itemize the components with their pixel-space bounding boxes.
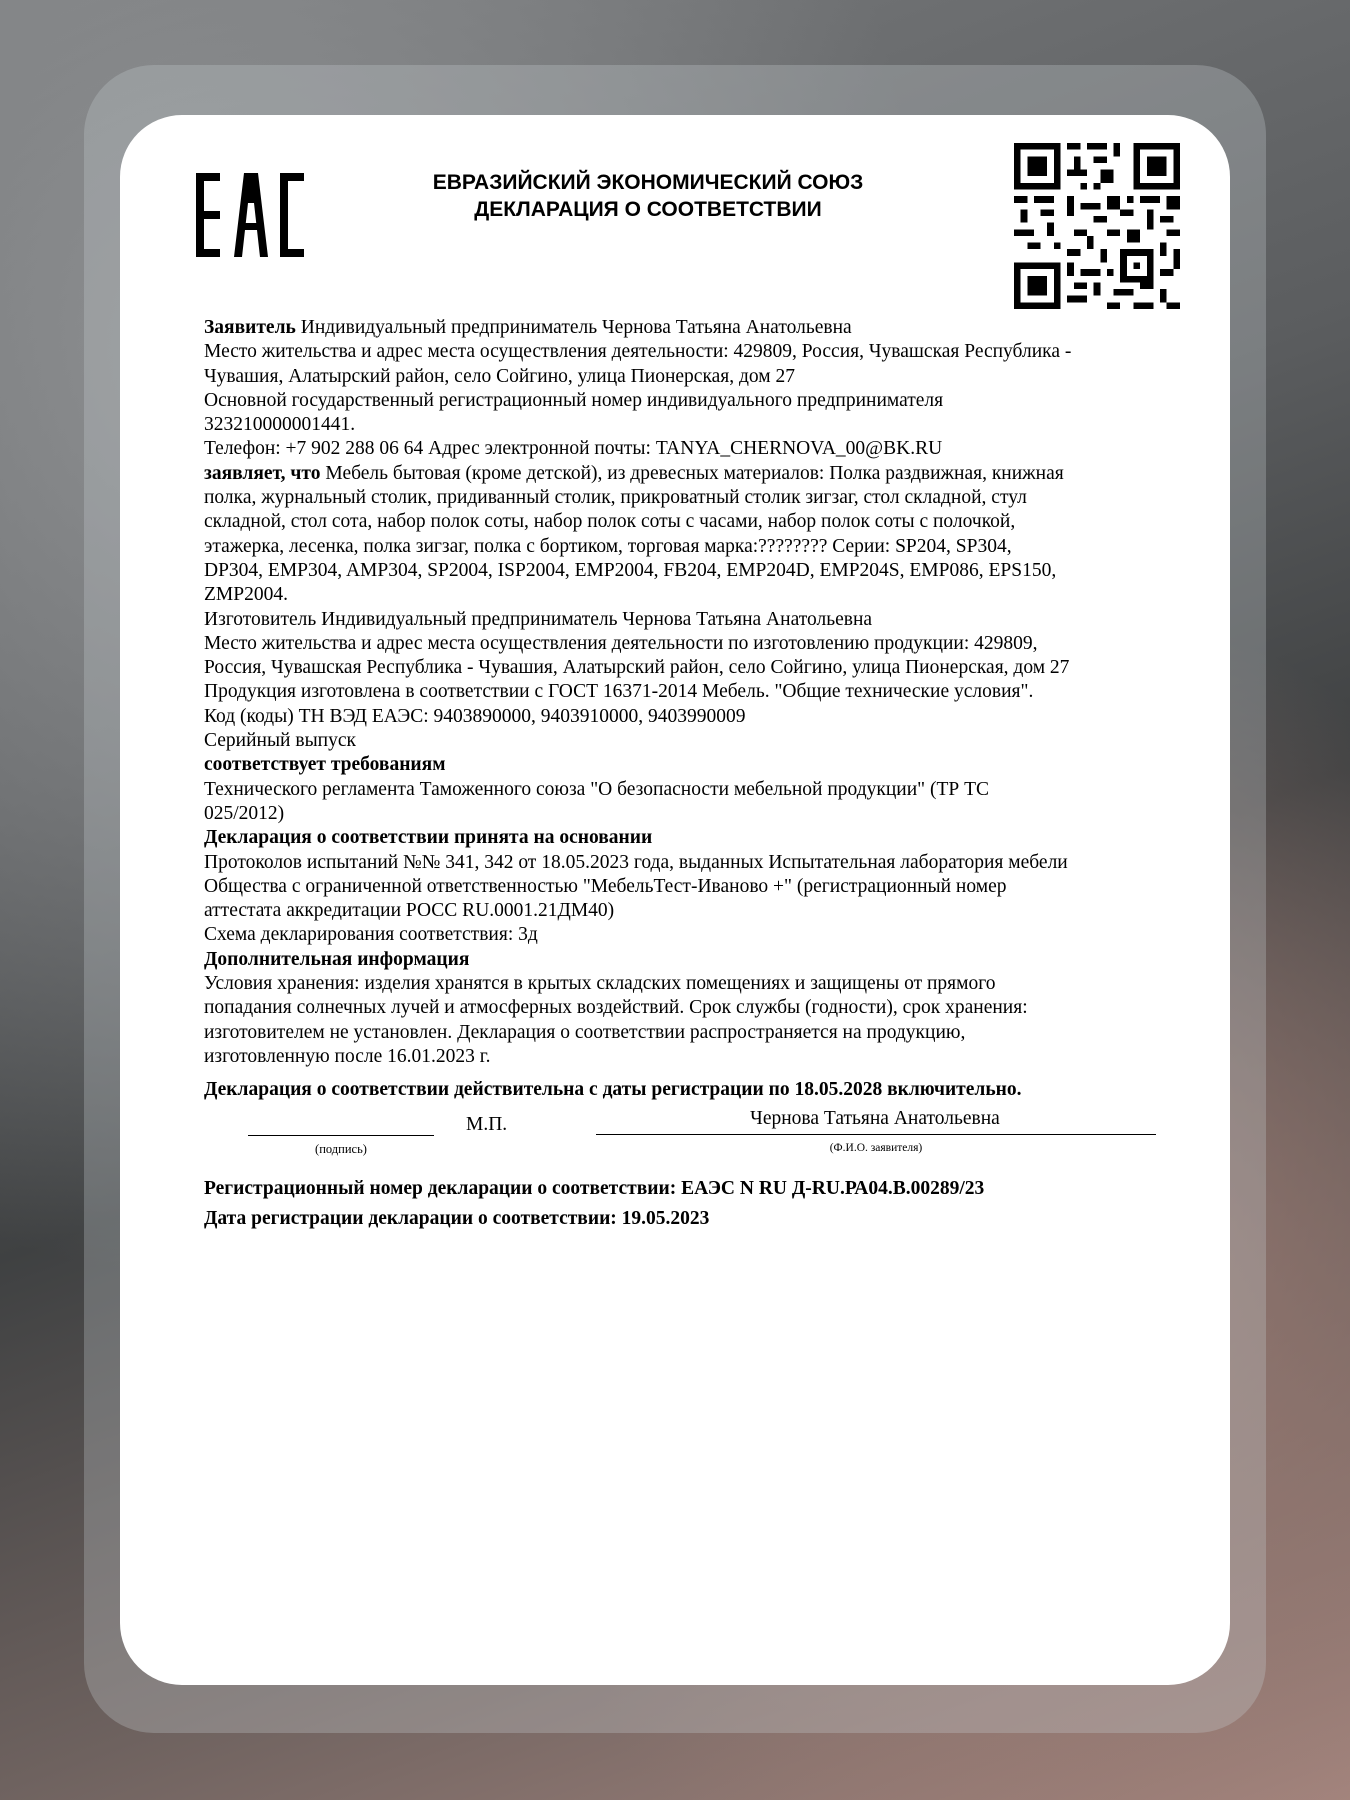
- product-line-1: [204, 462, 1270, 486]
- product-line-3: складной, стол сота, набор полок соты, набор полок соты с часами, набор полок соты с полочкой,: [204, 511, 1016, 533]
- declaration-body: [204, 316, 1270, 1231]
- requirements-heading: соответствует требованиям: [204, 754, 446, 776]
- batch-type: Серийный выпуск: [204, 730, 356, 752]
- additional-line-2: попадания солнечных лучей и атмосферных воздействий. Срок службы (годности), срок хранения:: [204, 997, 1028, 1019]
- manufacturer-line-2: Место жительства и адрес места осуществления деятельности по изготовлению продукции: 429809,: [204, 632, 1038, 654]
- additional-heading: Дополнительная информация: [204, 948, 470, 970]
- applicant-contacts: Телефон: +7 902 288 06 64 Адрес электронной почты: TANYA_CHERNOVA_00@BK.RU: [204, 438, 943, 460]
- declaration-document: [120, 115, 1230, 1685]
- registration-number: Регистрационный номер декларации о соответствии: ЕАЭС N RU Д-RU.РА04.В.00289/23: [204, 1177, 985, 1199]
- ogrn-number: 323210000001441.: [204, 414, 356, 436]
- additional-line-3: изготовителем не установлен. Декларация о соответствии распространяется на продукцию,: [204, 1021, 966, 1043]
- basis-heading: Декларация о соответствии принята на основании: [204, 827, 653, 849]
- name-line: [596, 1134, 1156, 1135]
- qr-code-icon: [1014, 143, 1180, 309]
- document-title: [370, 169, 926, 223]
- signature-block: [204, 1103, 1270, 1155]
- declaration-scheme: Схема декларирования соответствия: 3д: [204, 924, 538, 946]
- product-line-5: DP304, EMP304, AMP304, SP2004, ISP2004, EMP2004, FB204, EMP204D, EMP204S, EMP086, EPS150,: [204, 559, 1057, 581]
- tn-ved-codes: Код (коды) ТН ВЭД ЕАЭС: 9403890000, 9403910000, 9403990009: [204, 705, 746, 727]
- product-standard: Продукция изготовлена в соответствии с ГОСТ 16371-2014 Мебель. "Общие технические условия".: [204, 681, 1034, 703]
- basis-line-3: аттестата аккредитации РОСС RU.0001.21ДМ40): [204, 900, 615, 922]
- requirements-line-2: 025/2012): [204, 802, 285, 824]
- validity-statement: Декларация о соответствии действительна с даты регистрации по 18.05.2028 включительно.: [204, 1079, 1022, 1101]
- additional-line-1: Условия хранения: изделия хранятся в крытых складских помещениях и защищены от прямого: [204, 973, 996, 995]
- basis-line-2: Общества с ограниченной ответственностью "МебельТест-Иваново +" (регистрационный номер: [204, 875, 1007, 897]
- manufacturer-line-3: Россия, Чувашская Республика - Чувашия, Алатырский район, село Сойгино, улица Пионерская, дом 27: [204, 657, 1070, 679]
- title-declaration: ДЕКЛАРАЦИЯ О СООТВЕТСТВИИ: [474, 198, 822, 221]
- signature-caption: (подпись): [315, 1141, 367, 1156]
- product-text-1: Мебель бытовая (кроме детской), из древесных материалов: Полка раздвижная, книжная: [325, 462, 1064, 484]
- applicant-address-2: Чувашия, Алатырский район, село Сойгино, улица Пионерская, дом 27: [204, 365, 796, 387]
- applicant-label: Заявитель: [204, 317, 296, 338]
- additional-line-4: изготовленную после 16.01.2023 г.: [204, 1045, 491, 1067]
- ogrn-label: Основной государственный регистрационный номер индивидуального предпринимателя: [204, 389, 944, 411]
- eac-logo: [196, 169, 304, 261]
- product-line-6: ZMP2004.: [204, 584, 288, 606]
- name-caption: (Ф.И.О. заявителя): [829, 1141, 923, 1154]
- title-union: ЕВРАЗИЙСКИЙ ЭКОНОМИЧЕСКИЙ СОЮЗ: [432, 171, 864, 194]
- declares-label: заявляет, что: [204, 462, 321, 484]
- stamp-placeholder: М.П.: [466, 1113, 508, 1135]
- applicant-line: [204, 316, 1270, 340]
- manufacturer-line-1: Изготовитель Индивидуальный предприниматель Чернова Татьяна Анатольевна: [204, 608, 873, 630]
- registration-date: Дата регистрации декларации о соответствии: 19.05.2023: [204, 1207, 710, 1229]
- signature-line: [248, 1135, 434, 1136]
- product-line-2: полка, журнальный столик, придиванный столик, прикроватный столик зигзаг, стол складной, стул: [204, 487, 1027, 509]
- applicant-signature-name: Чернова Татьяна Анатольевна: [750, 1107, 1000, 1129]
- basis-line-1: Протоколов испытаний №№ 341, 342 от 18.05.2023 года, выданных Испытательная лаборатория мебели: [204, 851, 1068, 873]
- applicant-name: Индивидуальный предприниматель Чернова Татьяна Анатольевна: [300, 317, 852, 338]
- applicant-address-1: Место жительства и адрес места осуществления деятельности: 429809, Россия, Чувашская Республика -: [204, 341, 1072, 363]
- product-line-4: этажерка, лесенка, полка зигзаг, полка с бортиком, торговая марка:???????? Серии: SP204, SP304,: [204, 535, 1012, 557]
- requirements-line-1: Технического регламента Таможенного союза "О безопасности мебельной продукции" (ТР ТС: [204, 778, 990, 800]
